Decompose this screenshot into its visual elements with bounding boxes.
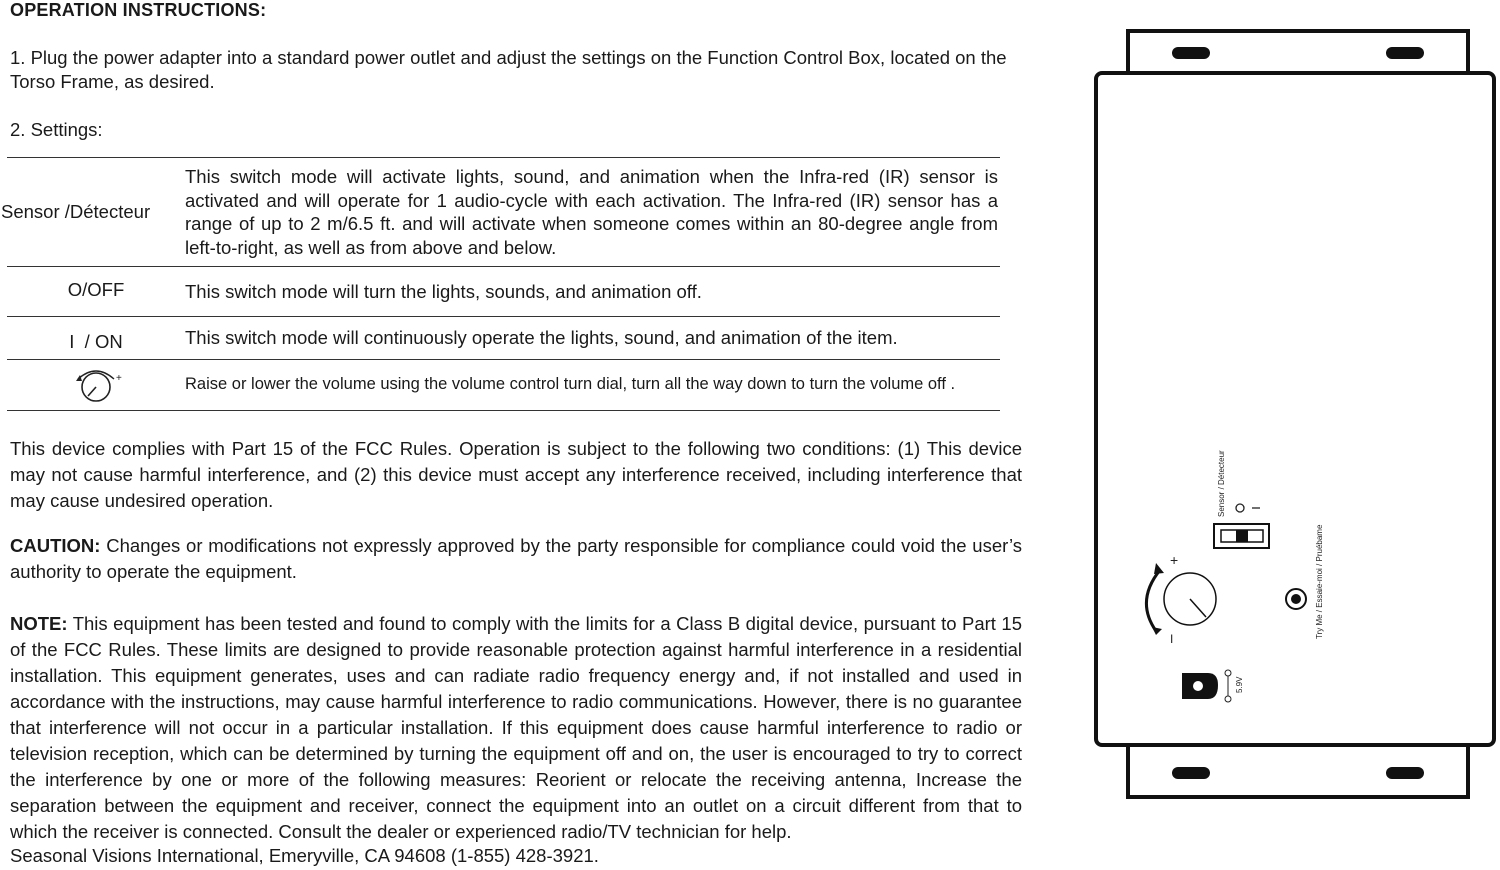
- caution-text: Changes or modifications not expressly approved by the party responsible for compliance could void the user’s authority to operate the equipment.: [10, 535, 1022, 582]
- table-row: [7, 317, 1000, 360]
- note-paragraph: [10, 611, 1022, 845]
- mode-sensor-description: This switch mode will activate lights, sound, and animation when the Infra-red (IR) sensor is activated and will operate for 1 audio-cycle with each activation. The Infra-red (IR) sensor has a range of up to 2 m/6.5 ft. and will activate when someone comes within an 80-degree angle from left-to-right, as well as from above and below.: [185, 166, 998, 258]
- control-box-body: [1096, 73, 1494, 745]
- caution-paragraph: [10, 533, 1022, 585]
- try-me-label: Try Me / Essaie-moi / Pruébame: [1315, 524, 1324, 639]
- table-row: [1, 158, 1000, 267]
- bottom-bracket: [1128, 745, 1468, 797]
- note-label: NOTE:: [10, 613, 68, 634]
- volume-minus-symbol: I: [1170, 632, 1174, 646]
- settings-table: [1, 157, 1000, 411]
- caution-label: CAUTION:: [10, 535, 101, 556]
- volume-dial-icon: [7, 361, 185, 410]
- svg-text:+: +: [116, 372, 122, 384]
- fcc-compliance-paragraph: This device complies with Part 15 of the FCC Rules. Operation is subject to the following two conditions: (1) This device may not cause harmful interference, and (2) this device must accept any interference received, including interference that may cause undesired operation.: [10, 438, 1022, 511]
- power-rating-label: 5.9V: [1235, 676, 1244, 693]
- step-1-line-2: Torso Frame, as desired.: [10, 71, 215, 92]
- page-title: OPERATION INSTRUCTIONS:: [10, 0, 267, 20]
- volume-description: Raise or lower the volume using the volume control turn dial, turn all the way down to turn the volume off .: [185, 375, 956, 394]
- table-row: [7, 360, 1000, 411]
- switch-label: Sensor / Détecteur: [1217, 450, 1226, 517]
- mode-on-description: This switch mode will continuously operate the lights, sound, and animation of the item.: [185, 327, 898, 349]
- top-bracket: [1128, 31, 1468, 75]
- company-info: Seasonal Visions International, Emeryville, CA 94608 (1-855) 428-3921.: [10, 845, 599, 866]
- step-1: [10, 46, 1007, 94]
- table-row: [7, 267, 1000, 317]
- mode-off-description: This switch mode will turn the lights, sounds, and animation off.: [185, 280, 702, 302]
- volume-plus-symbol: +: [1170, 552, 1179, 568]
- function-control-box-diagram: [1090, 25, 1500, 805]
- mode-sensor-label: Sensor /Détecteur: [1, 201, 151, 222]
- step-2: 2. Settings:: [10, 119, 103, 140]
- mode-on-label: I / ON: [69, 331, 123, 352]
- note-text: This equipment has been tested and found to comply with the limits for a Class B digital device, pursuant to Part 15 of the FCC Rules. These limits are designed to provide reasonable protection against harmful interference in a residential installation. This equipment generates, uses and can radiate radio frequency energy and, if not installed and used in accordance with the instructions, may cause harmful interference to radio communications. However, there is no guarantee that interference will not occur in a particular installation. If this equipment does cause harmful interference to radio or television reception, which can be determined by turning the equipment off and on, the user is encouraged to try to correct the interference by one or more of the following measures: Reorient or relocate the receiving antenna, Increase the separation between the equipment and receiver, connect the equipment into an outlet on a circuit different from that to which the receiver is connected. Consult the dealer or experienced radio/TV technician for help.: [10, 613, 1022, 842]
- mode-off-label: O/OFF: [67, 278, 125, 300]
- step-1-line-1: 1. Plug the power adapter into a standard power outlet and adjust the settings on the Function Control Box, located on the: [10, 47, 1007, 68]
